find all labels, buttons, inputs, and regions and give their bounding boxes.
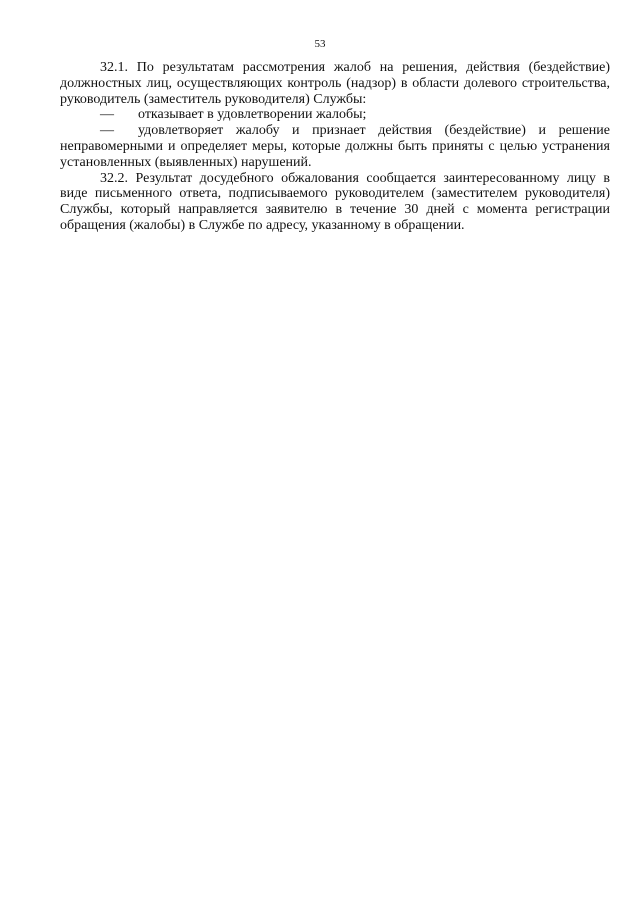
paragraph-32-1: 32.1. По результатам рассмотрения жалоб на решения, действия (бездействие) должностных лиц, осуществляющих контроль (надзор) в области долевого строительства, руководитель (заместитель руководителя) Службы:: [60, 60, 610, 107]
list-item-text: отказывает в удовлетворении жалобы;: [138, 107, 367, 123]
dash-marker: —: [100, 123, 114, 139]
paragraph-32-2: 32.2. Результат досудебного обжалования сообщается заинтересованному лицу в виде письменного ответа, подписываемого руководителем (заместителем руководителя) Службы, который направляется заявителю в течение 30 дней с момента регистрации обращения (жалобы) в Службе по адресу, указанному в обращении.: [60, 170, 610, 233]
list-item-accept: [60, 123, 610, 170]
document-body: [60, 60, 610, 234]
page-number: 53: [314, 38, 326, 50]
list-item-reject: [60, 107, 610, 123]
list-item-text: удовлетворяет жалобу и признает действия (бездействие) и решение неправомерными и определяет меры, которые должны быть приняты с целью устранения установленных (выявленных) нарушений.: [60, 123, 610, 170]
dash-marker: —: [100, 107, 114, 123]
